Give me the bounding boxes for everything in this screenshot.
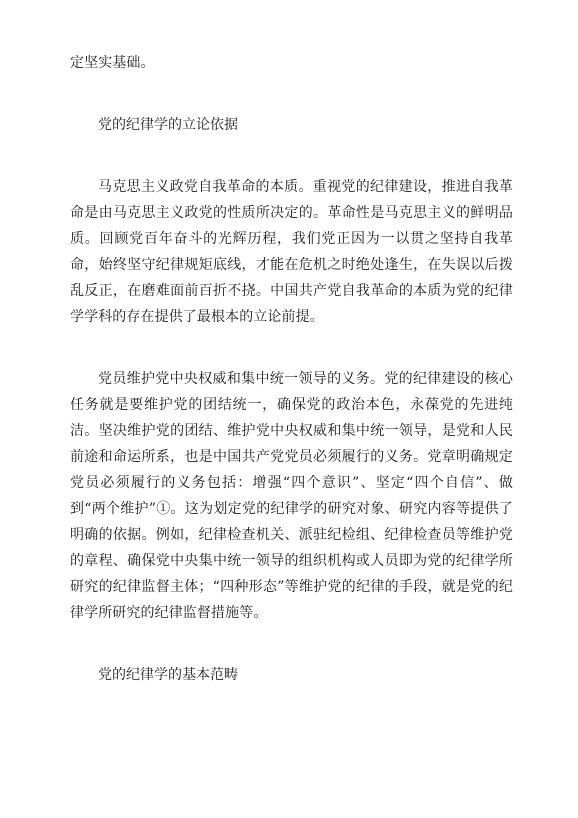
spacer xyxy=(70,626,513,662)
spacer xyxy=(70,330,513,366)
paragraph-self-revolution: 马克思主义政党自我革命的本质。重视党的纪律建设，推进自我革命是由马克思主义政党的性质所决定的。革命性是马克思主义的鲜明品质。回顾党百年奋斗的光辉历程，我们党正因为一以贯之坚持自我革命，始终坚守纪律规矩底线，才能在危机之时绝处逢生，在失误以后拨乱反正，在磨难面前百折不挠。中国共产党自我革命的本质为党的纪律学学科的存在提供了最根本的立论前提。 xyxy=(70,179,513,325)
section-heading-basis: 党的纪律学的立论依据 xyxy=(98,117,238,133)
document-page xyxy=(70,50,513,688)
section-heading-categories: 党的纪律学的基本范畴 xyxy=(98,667,238,683)
spacer xyxy=(70,138,513,174)
continuation-text: 定坚实基础。 xyxy=(70,55,155,71)
spacer xyxy=(70,76,513,112)
paragraph-member-duty: 党员维护党中央权威和集中统一领导的义务。党的纪律建设的核心任务就是要维护党的团结统一，确保党的政治本色，永葆党的先进纯洁。坚决维护党的团结、维护党中央权威和集中统一领导，是党和人民前途和命运所系，也是中国共产党党员必须履行的义务。党章明确规定党员必须履行的义务包括：增强“四个意识”、坚定“四个自信”、做到“两个维护”①。这为划定党的纪律学的研究对象、研究内容等提供了明确的依据。例如，纪律检查机关、派驻纪检组、纪律检查员等维护党的章程、确保党中央集中统一领导的组织机构或人员即为党的纪律学所研究的纪律监督主体；“四种形态”等维护党的纪律的手段，就是党的纪律学所研究的纪律监督措施等。 xyxy=(70,371,513,621)
